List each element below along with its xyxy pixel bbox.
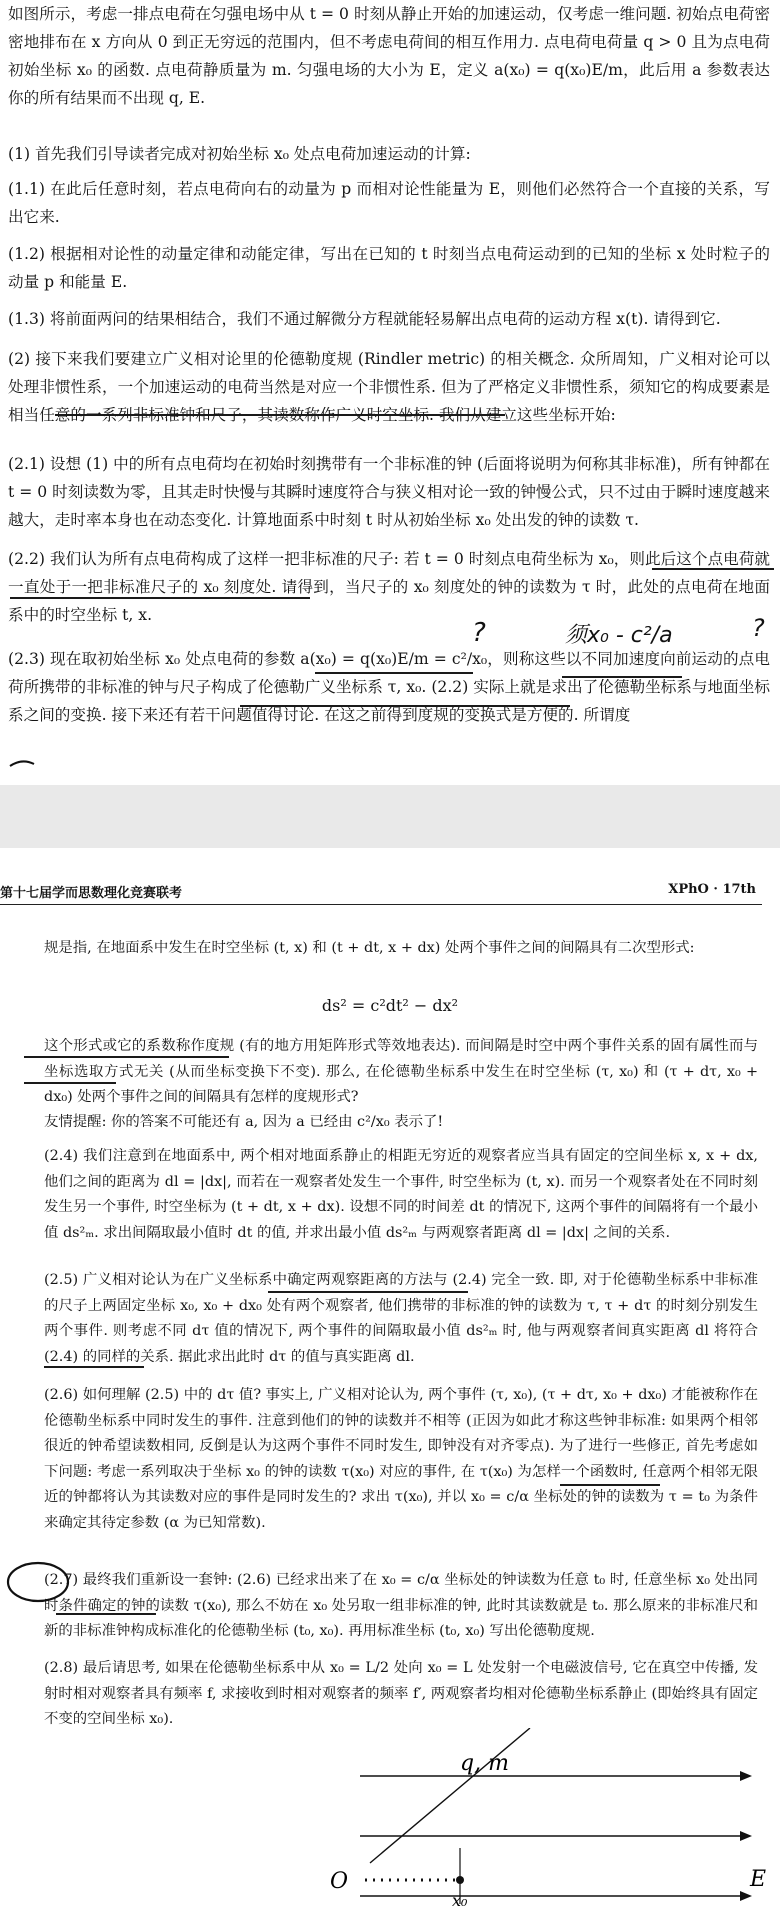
particle-trajectory-line: [370, 1728, 530, 1863]
origin-label: O: [330, 1869, 349, 1894]
charge-mass-label: q, m: [460, 1751, 509, 1776]
question-2-8: (2.8) 最后请思考, 如果在伦德勒坐标系中从 x₀ = L/2 处向 x₀ = L 处发射一个电磁波信号, 它在真空中传播, 发射时相对观察者具有频率 f, 求接收到时相对观察者的频率 f′, 两观察者均相对伦德勒坐标系静止 (即始终具有固定不变的空间坐标 x₀).: [44, 1660, 758, 1727]
arrow-icon: [740, 1891, 752, 1901]
handwritten-underline: [268, 1291, 468, 1293]
question-1-3: (1.3) 将前面两问的结果相结合，我们不通过解微分方程就能轻易解出点电荷的运动方程 x(t). 请得到它.: [8, 310, 721, 328]
field-label: E: [750, 1867, 767, 1892]
question-2-5: (2.5) 广义相对论认为在广义坐标系中确定两观察距离的方法与 (2.4) 完全一致. 即, 对于伦德勒坐标系中非标准的尺子上两固定坐标 x₀, x₀ + dx₀ 处有两个观察者, 他们携带的非标准的钟的读数为 τ, τ + dτ 的时刻分别发生两个事件. 则考虑不同 dτ 值的情况下, 两个事件的间隔取最小值 ds²ₘ 时, 他与两观察者间真实距离 dl 将符合 (2.4) 的同样的关系. 据此求出此时 dτ 的值与真实距离 dl.: [44, 1272, 758, 1365]
handwritten-underline: [562, 676, 682, 678]
handwritten-underline: [240, 705, 570, 707]
question-2-3: (2.3) 现在取初始坐标 x₀ 处点电荷的参数 a(x₀) = q(x₀)E/m = c²/x₀，则称这些以不同加速度向前运动的点电荷所携带的非标准的钟与尺子构成了伦德勒广义坐标系 τ, x₀. (2.2) 实际上就是求出了伦德勒坐标系与地面坐标系之间的变换. 接下来还有若干问题值得讨论. 在这之前得到度规的变换式是方便的. 所谓度: [8, 650, 770, 724]
question-2-6: (2.6) 如何理解 (2.5) 中的 dτ 值? 事实上, 广义相对论认为, 两个事件 (τ, x₀), (τ + dτ, x₀ + dx₀) 才能被称作在伦德勒坐标系中同时发生的事件. 注意到他们的钟的读数并不相等 (正因为如此才称这些钟非标准: 如果两个相邻很近的钟希望读数相同, 反倒是认为这两个事件不同时发生, 即钟没有对齐零点). 为了进行一些修正, 首先考虑如下问题: 考虑一系列取决于坐标 x₀ 的钟的读数 τ(x₀) 对应的事件, 在 τ(x₀) 为怎样一个函数时, 任意两个相邻无限近的钟都将认为其读数对应的事件是同时发生的? 求出 τ(x₀), 并以 x₀ = c/α 坐标处的钟的读数为 τ = t₀ 为条件来确定其待定参数 (α 为已知常数).: [44, 1387, 758, 1531]
handwritten-underline: [652, 568, 774, 570]
arrow-icon: [740, 1771, 752, 1781]
header-title: 第十七届学而思数理化竞赛联考: [0, 886, 183, 901]
handwritten-expression: 须x₀ - c²/a: [565, 623, 673, 648]
question-1: (1) 首先我们引导读者完成对初始坐标 x₀ 处点电荷加速运动的计算:: [8, 145, 471, 163]
question-1-2: (1.2) 根据相对论性的动量定律和动能定律，写出在已知的 t 时刻当点电荷运动到的已知的坐标 x 处时粒子的动量 p 和能量 E.: [8, 245, 770, 291]
handwritten-underline: [315, 672, 473, 674]
metric-intro: 规是指, 在地面系中发生在时空坐标 (t, x) 和 (t + dt, x + dx) 处两个事件之间的间隔具有二次型形式:: [44, 940, 695, 956]
intro-paragraph: 如图所示，考虑一排点电荷在匀强电场中从 t = 0 时刻从静止开始的加速运动，仅考虑一维问题. 初始点电荷密密地排布在 x 方向从 0 到正无穷远的范围内，但不考虑电荷间的相互作用力. 点电荷电荷量 q > 0 且为点电荷初始坐标 x₀ 的函数. 点电荷静质量为 m. 匀强电场的大小为 E，定义 a(x₀) = q(x₀)E/m，此后用 a 参数表达你的所有结果而不出现 q, E.: [8, 5, 770, 107]
page-1: [0, 0, 780, 785]
handwritten-underline: [24, 1056, 229, 1058]
handwritten-underline: [10, 597, 310, 599]
handwritten-question-mark: ?: [472, 618, 486, 648]
metric-formula: ds² = c²dt² − dx²: [321, 996, 459, 1015]
handwritten-question-mark: ?: [752, 614, 765, 642]
question-2-1: (2.1) 设想 (1) 中的所有点电荷均在初始时刻携带有一个非标准的钟 (后面将说明为何称其非标准)，所有钟都在 t = 0 时刻读数为零，且其走时快慢与其瞬时速度符合与狭义相对论一致的钟慢公式，只不过由于瞬时速度越来越大，走时率本身也在动态变化. 计算地面系中时刻 t 时从初始坐标 x₀ 处出发的钟的读数 τ.: [8, 455, 770, 529]
field-figure: [300, 1728, 770, 1908]
question-2: (2) 接下来我们要建立广义相对论里的伦德勒度规 (Rindler metric) 的相关概念. 众所周知，广义相对论可以处理非惯性系，一个加速运动的电荷当然是对应一个非惯性系. 但为了严格定义非惯性系，须知它的构成要素是相当任意的一系列非标准钟和尺子，其读数称作广义时空坐标. 我们从建立这些坐标开始:: [8, 350, 770, 424]
friendly-reminder: 友情提醒: 你的答案不可能还有 a, 因为 a 已经由 c²/x₀ 表示了!: [44, 1114, 444, 1130]
question-2-7: (2.7) 最终我们重新设一套钟: (2.6) 已经求出来了在 x₀ = c/α 坐标处的钟读数为任意 t₀ 时, 任意坐标 x₀ 处出同时条件确定的钟的读数 τ(x₀), 那么不妨在 x₀ 处另取一组非标准的钟, 此时其读数就是 t₀. 那么原来的非标准尺和新的非标准钟构成标准化的伦德勒坐标 (t₀, x₀). 再用标准坐标 (t₀, x₀) 写出伦德勒度规.: [44, 1572, 758, 1639]
question-2-4: (2.4) 我们注意到在地面系中, 两个相对地面系静止的相距无穷近的观察者应当具有固定的空间坐标 x, x + dx, 他们之间的距离为 dl = |dx|, 而若在一观察者处发生一个事件, 时空坐标为 (t, x). 而另一个观察者处在不同时刻发生另一个事件, 时空坐标为 (t + dt, x + dx). 设想不同的时间差 dt 的情况下, 这两个事件的间隔将有一个最小值 ds²ₘ. 求出间隔取最小值时 dt 的值, 并求出最小值 ds²ₘ 与两观察者距离 dl = |dx| 之间的关系.: [44, 1148, 758, 1241]
handwritten-underline: [24, 1082, 116, 1084]
handwritten-underline: [55, 414, 505, 416]
handwritten-underline: [56, 1613, 156, 1615]
header-edition: XPhO · 17th: [668, 882, 756, 897]
handwritten-mark: [8, 750, 48, 780]
handwritten-underline: [44, 1366, 144, 1368]
handwritten-underline: [560, 1484, 660, 1486]
page-2: [0, 848, 780, 1908]
metric-question: 这个形式或它的系数称作度规 (有的地方用矩阵形式等效地表达). 而间隔是时空中两个事件关系的固有属性而与坐标选取方式无关 (从而坐标变换下不变). 那么, 在伦德勒坐标系中发生在时空坐标 (τ, x₀) 和 (τ + dτ, x₀ + dx₀) 处两个事件之间的间隔具有怎样的度规形式?: [44, 1038, 758, 1105]
arrow-icon: [740, 1831, 752, 1841]
header-divider: [0, 904, 762, 905]
x0-label: x₀: [452, 1891, 468, 1908]
handwritten-circle: [4, 1560, 74, 1604]
question-1-1: (1.1) 在此后任意时刻，若点电荷向右的动量为 p 而相对论性能量为 E，则他们必然符合一个直接的关系，写出它来.: [8, 180, 770, 226]
question-2-2: (2.2) 我们认为所有点电荷构成了这样一把非标准的尺子: 若 t = 0 时刻点电荷坐标为 x₀，则此后这个点电荷就一直处于一把非标准尺子的 x₀ 刻度处. 请得到，当尺子的 x₀ 刻度处的钟的读数为 τ 时，此处的点电荷在地面系中的时空坐标 t, x.: [8, 550, 770, 624]
